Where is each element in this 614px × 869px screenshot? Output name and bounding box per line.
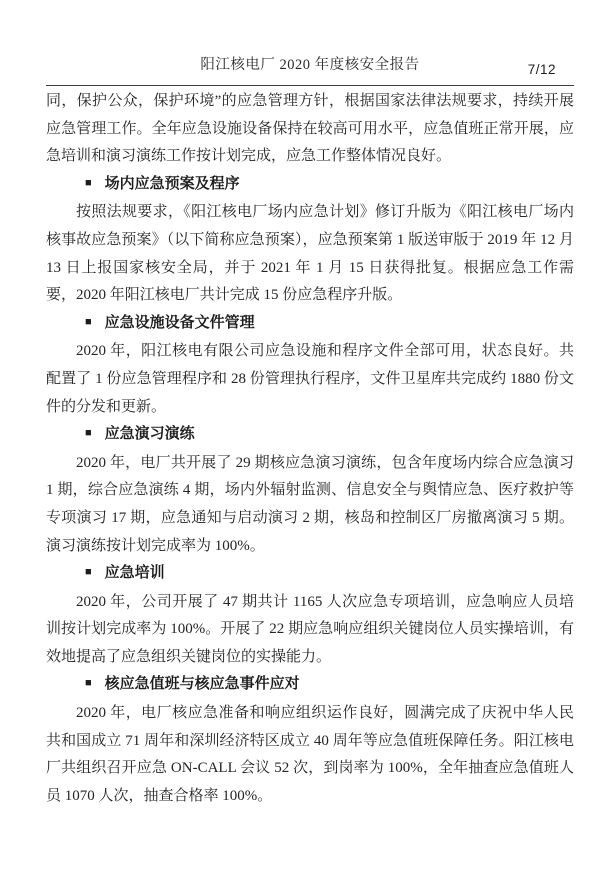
section-paragraph-emergency-drills: 2020 年，电厂共开展了 29 期核应急演习演练，包含年度场内综合应急演习 1 期，综合应急演练 4 期，场内外辐射监测、信息安全与舆情应急、医疗救护等专项演习 17 期，应急通知与启动演习 2 期，核岛和控制区厂房撤离演习 5 期。演习演练按计划完成率为 100%。 bbox=[46, 454, 574, 554]
document-body bbox=[46, 88, 574, 810]
square-bullet-icon: ■ bbox=[85, 427, 92, 440]
square-bullet-icon: ■ bbox=[85, 566, 92, 579]
section-paragraph-onsite-emergency-plan: 按照法规要求，《阳江核电厂场内应急计划》修订升版为《阳江核电厂场内核事故应急预案》（以下简称应急预案），应急预案第 1 版送审版于 2019 年 12 月 13 日上报国家核安全局，并于 2021 年 1 月 15 日获得批复。根据应急工作需要，2020 年阳江核电厂共计完成 15 份应急程序升版。 bbox=[46, 204, 574, 304]
intro-paragraph: 同，保护公众，保护环境”的应急管理方针，根据国家法律法规要求，持续开展应急管理工作。全年应急设施设备保持在较高可用水平，应急值班正常开展，应急培训和演习演练工作按计划完成，应急工作整体情况良好。 bbox=[46, 93, 574, 165]
square-bullet-icon: ■ bbox=[85, 176, 92, 189]
section-paragraph-facility-document-management: 2020 年，阳江核电有限公司应急设施和程序文件全部可用，状态良好。共配置了 1 份应急管理程序和 28 份管理执行程序，文件卫星库共完成约 1880 份文件的分发和更新。 bbox=[46, 343, 574, 415]
section-heading-onsite-emergency-plan bbox=[46, 171, 574, 200]
section-heading-duty-and-event-response bbox=[46, 671, 574, 700]
section-heading-facility-document-management bbox=[46, 310, 574, 339]
section-paragraph-duty-and-event-response: 2020 年，电厂核应急准备和响应组织运作良好，圆满完成了庆祝中华人民共和国成立 71 周年和深圳经济特区成立 40 周年等应急值班保障任务。阳江核电厂共组织召开应急 ON-CALL 会议 52 次，到岗率为 100%，全年抽查应急值班人员 1070 人次，抽查合格率 100%。 bbox=[46, 705, 574, 804]
section-heading-label: 应急演习演练 bbox=[104, 426, 195, 443]
page-number: 7/12 bbox=[527, 62, 556, 77]
page-header bbox=[46, 55, 574, 75]
header-divider bbox=[46, 85, 574, 86]
square-bullet-icon: ■ bbox=[85, 677, 92, 690]
section-heading-emergency-drills bbox=[46, 421, 574, 450]
section-heading-label: 核应急值班与核应急事件应对 bbox=[104, 676, 300, 693]
section-paragraph-emergency-training: 2020 年，公司开展了 47 期共计 1165 人次应急专项培训，应急响应人员培训按计划完成率为 100%。开展了 22 期应急响应组织关键岗位人员实操培训，有效地提高了应急组织关键岗位的实操能力。 bbox=[46, 593, 574, 665]
section-heading-label: 应急培训 bbox=[104, 565, 165, 582]
report-title: 阳江核电厂 2020 年度核安全报告 bbox=[200, 57, 420, 73]
section-heading-emergency-training bbox=[46, 560, 574, 589]
section-heading-label: 应急设施设备文件管理 bbox=[104, 314, 255, 331]
section-heading-label: 场内应急预案及程序 bbox=[104, 175, 240, 192]
square-bullet-icon: ■ bbox=[85, 315, 92, 328]
